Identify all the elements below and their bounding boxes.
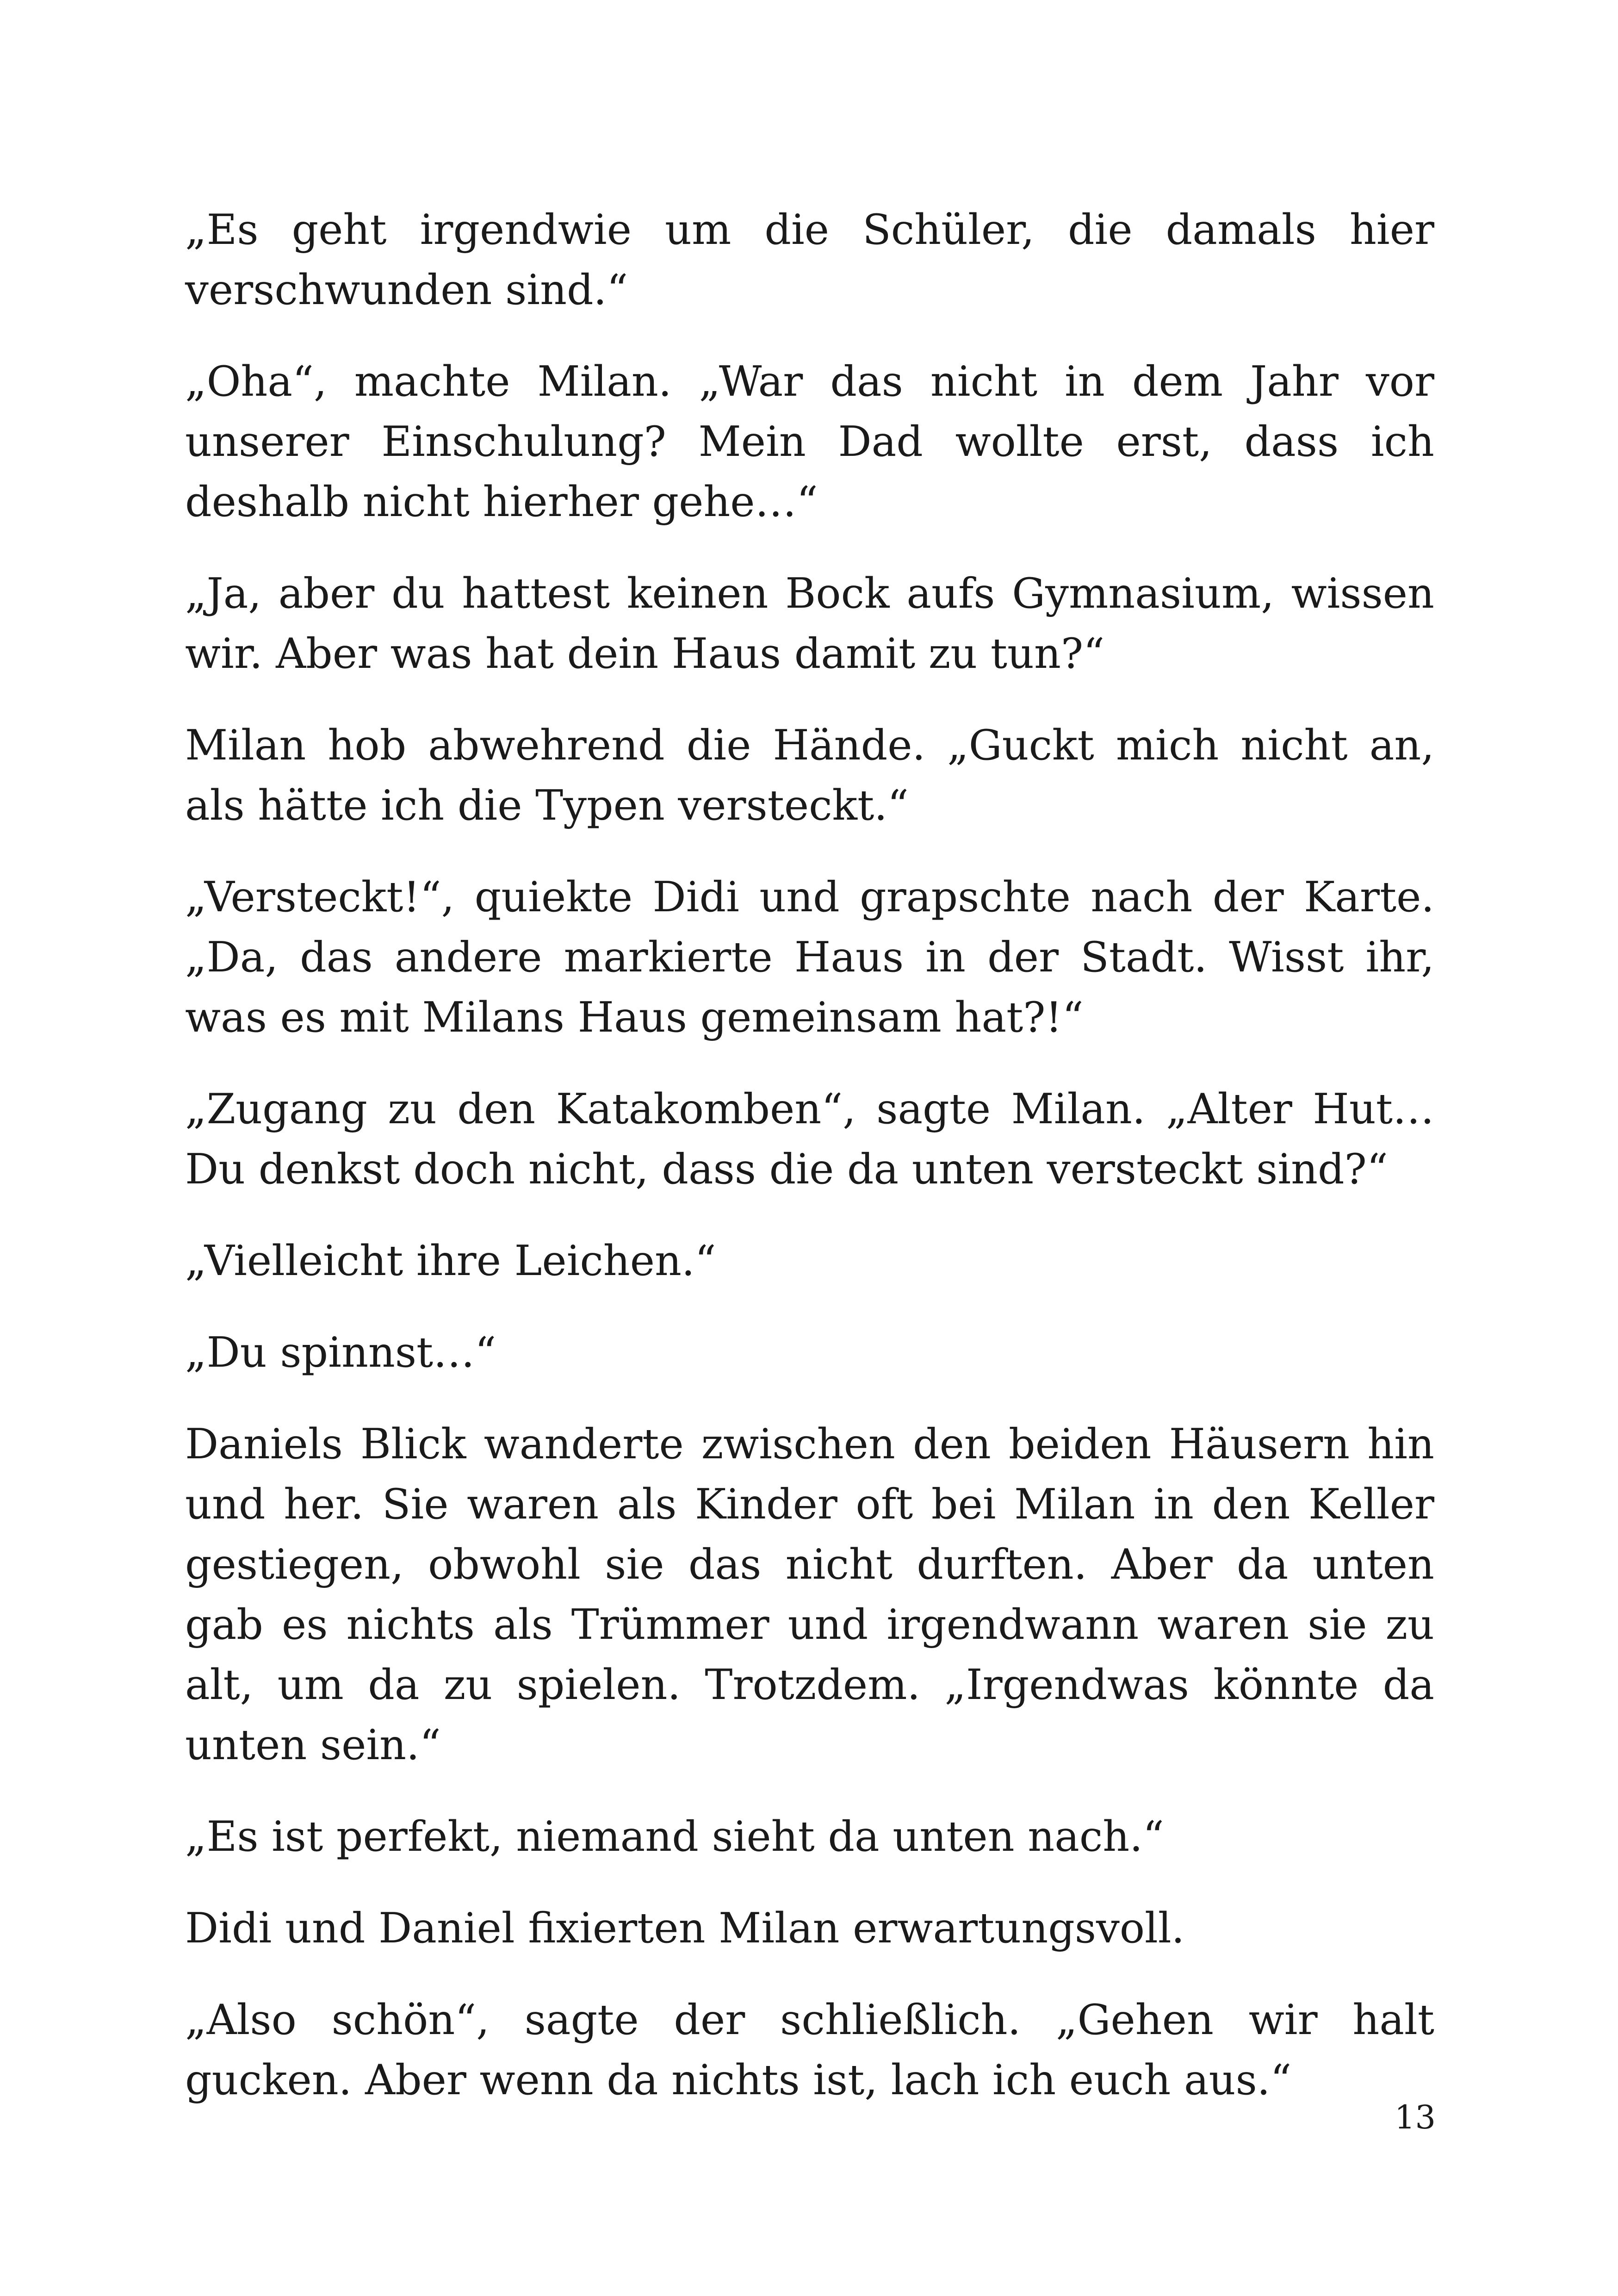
paragraph: „Zugang zu den Katakomben“, sagte Milan. „Alter Hut…Du denkst doch nicht, dass die da unten versteckt sind?“ [185, 1085, 1434, 1194]
paragraph: „Versteckt!“, quiekte Didi und grapschte nach der Karte. „Da, das andere markierte Haus in der Stadt. Wisst ihr, was es mit Milans Haus gemeinsam hat?!“ [185, 873, 1434, 1042]
paragraph: „Du spinnst…“ [185, 1328, 496, 1377]
paragraph: „Vielleicht ihre Leichen.“ [185, 1237, 716, 1285]
body-text [185, 200, 1434, 2142]
paragraph: „Also schön“, sagte der schließlich. „Gehen wir halt gucken. Aber wenn da nichts ist, lach ich euch aus.“ [185, 1996, 1434, 2104]
paragraph: Daniels Blick wanderte zwischen den beiden Häusern hin und her. Sie waren als Kinder oft bei Milan in den Keller gestiegen, obwohl sie das nicht durften. Aber da unten gab es nichts als Trümmer und irgendwann waren sie zu alt, um da zu spielen. Trotzdem. „Irgendwas könnte da unten sein.“ [185, 1420, 1434, 1769]
paragraph: „Es ist perfekt, niemand sieht da unten nach.“ [185, 1812, 1164, 1861]
paragraph: „Ja, aber du hattest keinen Bock aufs Gymnasium, wissen wir. Aber was hat dein Haus damit zu tun?“ [185, 569, 1434, 678]
page-number: 13 [1394, 2098, 1436, 2136]
paragraph: „Oha“, machte Milan. „War das nicht in dem Jahr vor unserer Einschulung? Mein Dad wollte erst, dass ich deshalb nicht hierher gehe…“ [185, 357, 1434, 526]
paragraph: „Es geht irgendwie um die Schüler, die damals hier verschwunden sind.“ [185, 205, 1434, 314]
paragraph: Didi und Daniel fixierten Milan erwartungsvoll. [185, 1904, 1185, 1953]
paragraph: Milan hob abwehrend die Hände. „Guckt mich nicht an, als hätte ich die Typen versteckt.“ [185, 721, 1434, 830]
